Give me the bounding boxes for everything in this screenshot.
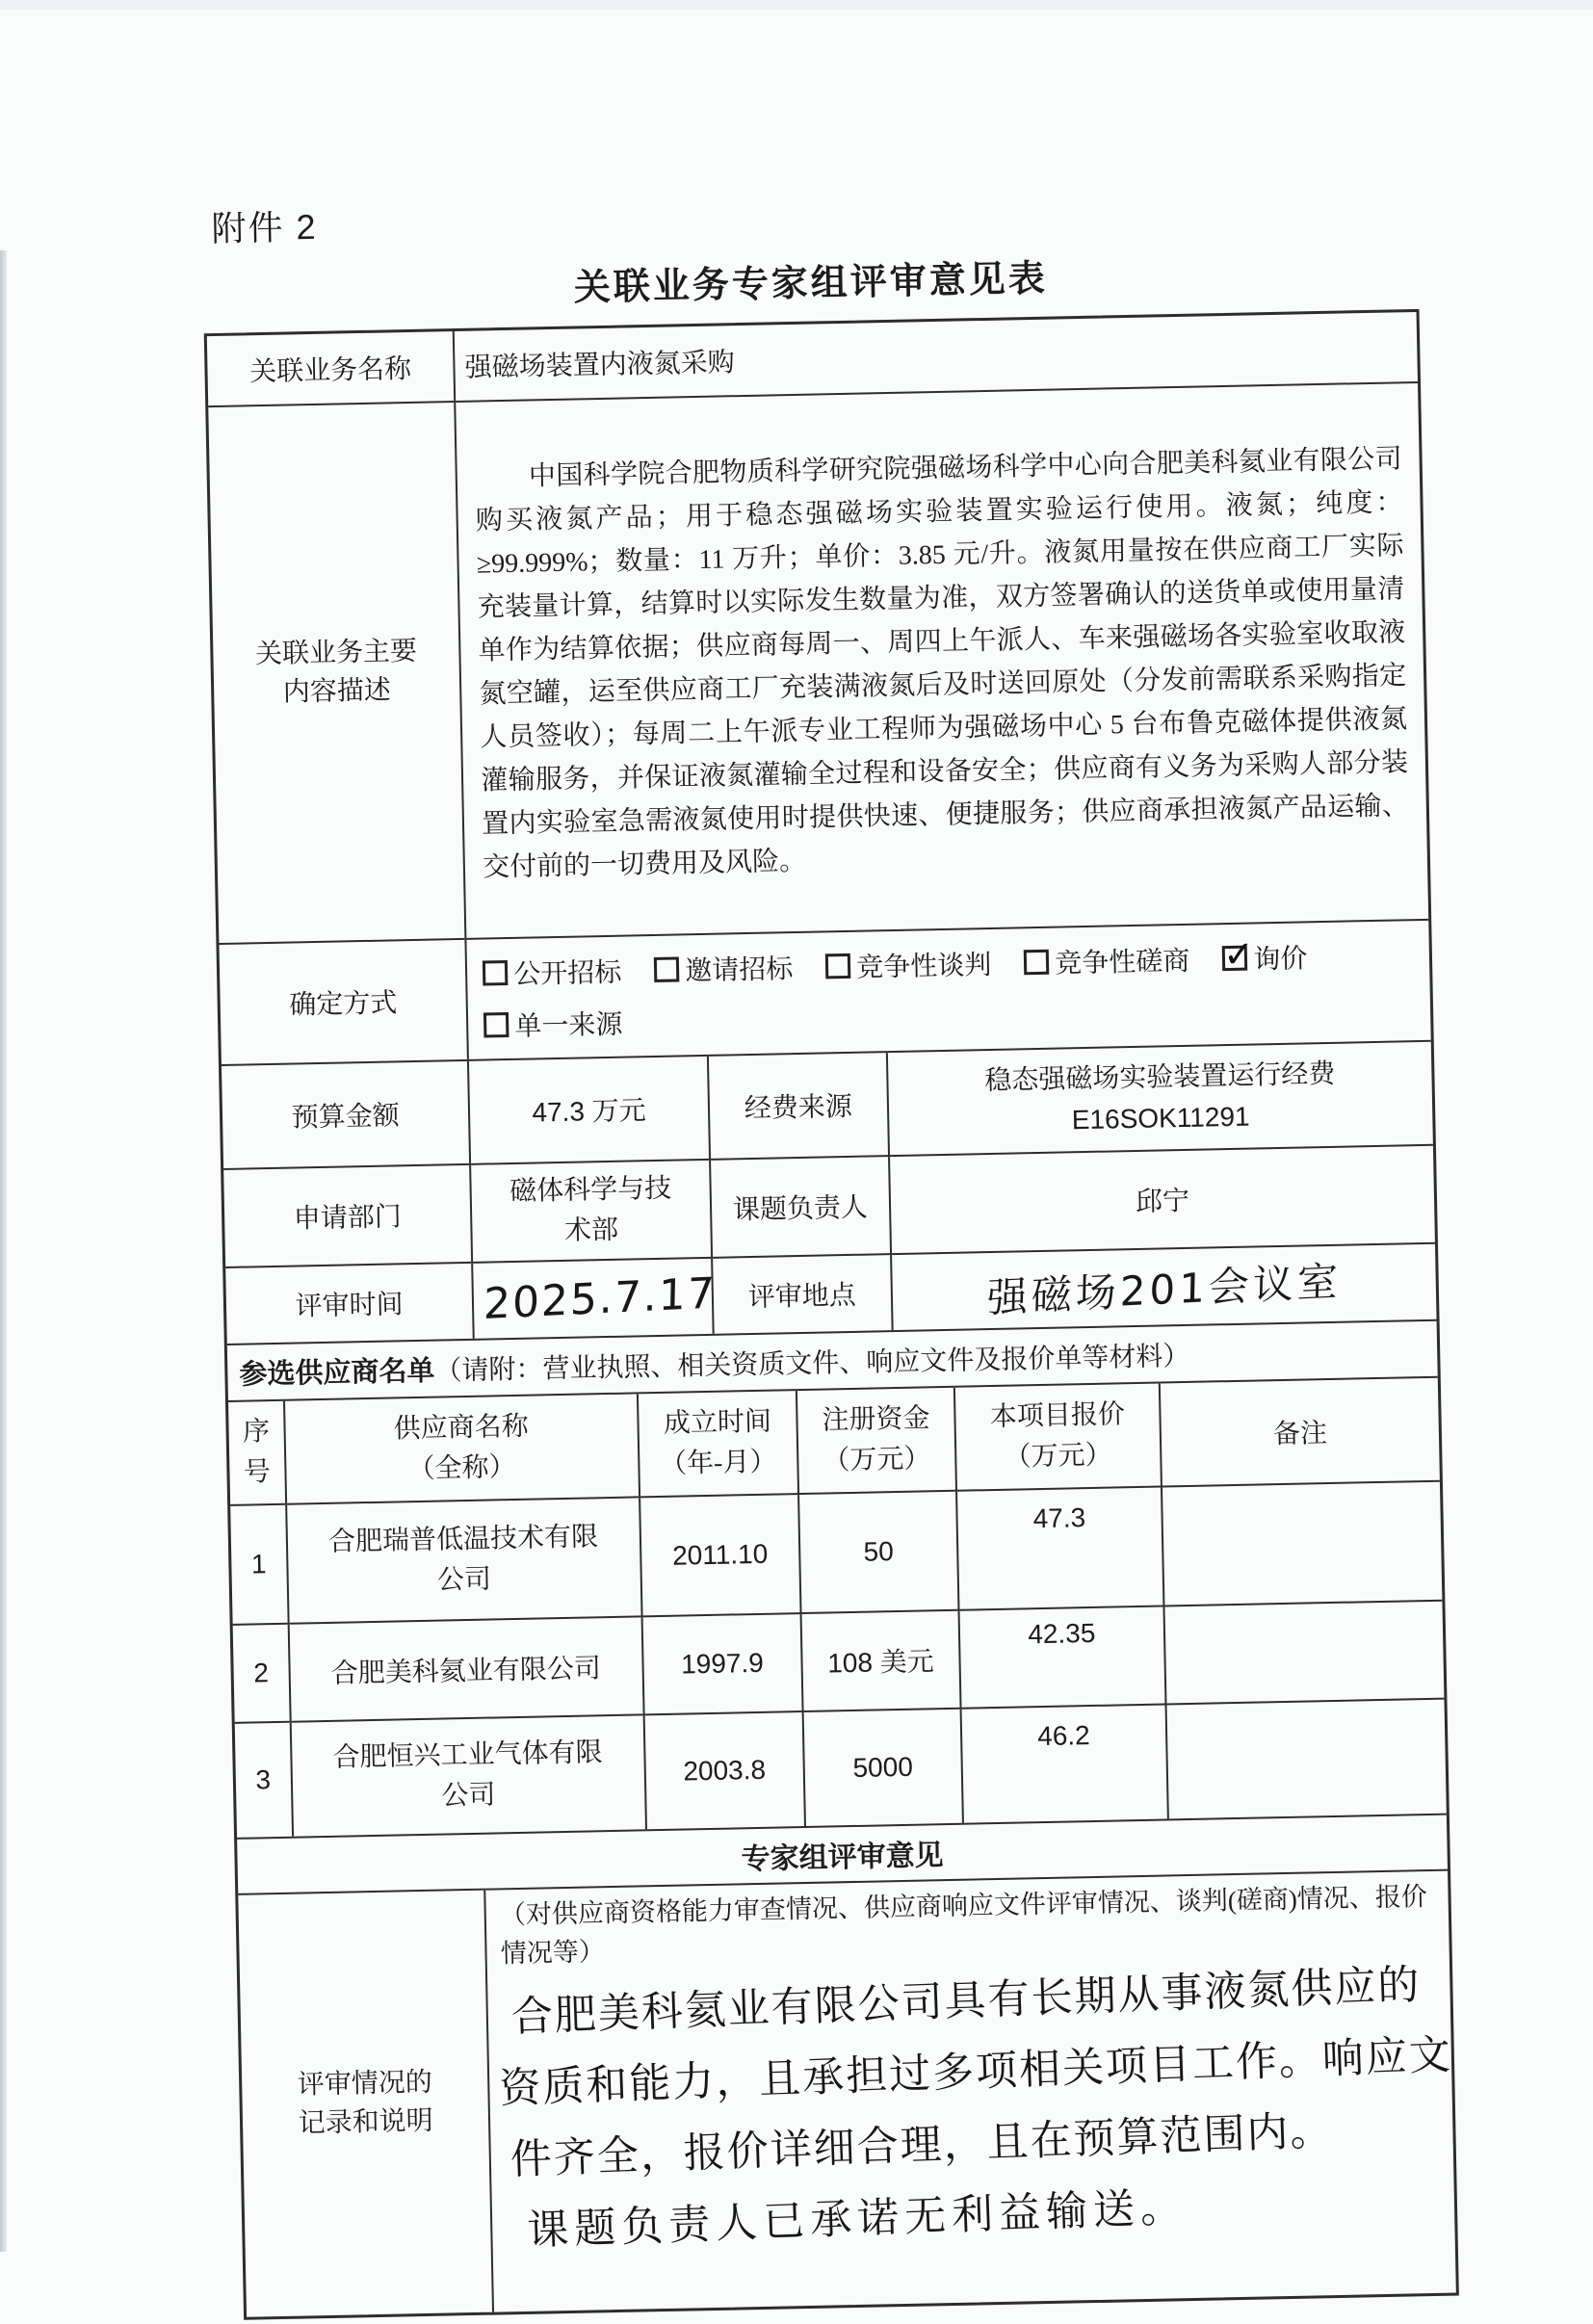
budget-value: 47.3 万元	[468, 1056, 710, 1164]
supplier-no: 3	[235, 1722, 293, 1838]
suppliers-section-note: （请附：营业执照、相关资质文件、响应文件及报价单等材料）	[434, 1341, 1190, 1387]
checkbox-label: 邀请招标	[685, 954, 794, 987]
col-header-no-line1: 序	[242, 1417, 271, 1448]
supplier-name: 合肥恒兴工业气体有限公司	[290, 1714, 645, 1836]
opinion-record-label-line1: 评审情况的	[297, 2067, 433, 2101]
supplier-quote: 47.3	[956, 1487, 1164, 1610]
col-header-name-line2: （全称）	[407, 1451, 516, 1485]
table-row	[219, 920, 1430, 1064]
col-header-quote-line2: （万元）	[1004, 1440, 1112, 1473]
col-header-quote	[953, 1383, 1162, 1491]
attachment-label: 附件 2	[211, 206, 318, 249]
supplier-no: 2	[233, 1624, 291, 1723]
leader-label: 课题负责人	[710, 1156, 891, 1258]
funding-value	[887, 1041, 1433, 1156]
checkbox-label: 公开招标	[513, 957, 622, 990]
checkbox-icon	[654, 956, 680, 982]
checkbox-label: 竞争性磋商	[1055, 946, 1190, 979]
checkbox-icon	[483, 960, 509, 986]
method-label: 确定方式	[219, 939, 468, 1064]
supplier-founded: 2011.10	[640, 1494, 801, 1616]
handwritten-review-place: 强磁场201会议室	[986, 1257, 1343, 1322]
method-options-cell	[466, 920, 1431, 1059]
leader-value: 邱宁	[889, 1145, 1435, 1254]
table-row	[238, 1870, 1456, 2317]
handwritten-line: 合肥美科氦业有限公司具有长期从事液氮供应的	[510, 1960, 1423, 2042]
checkbox-option-inquiry	[1222, 932, 1308, 978]
supplier-remark	[1164, 1601, 1445, 1705]
method-options-line1	[477, 932, 1420, 993]
supplier-remark	[1162, 1481, 1442, 1606]
col-header-founded-line2: （年-月）	[659, 1447, 777, 1479]
supplier-name: 合肥瑞普低温技术有限公司	[286, 1497, 641, 1623]
checkbox-option-public-bidding	[483, 952, 622, 993]
checkbox-label: 竞争性谈判	[856, 950, 992, 983]
review-time-label: 评审时间	[225, 1263, 474, 1344]
checkbox-icon	[1024, 950, 1050, 976]
checkbox-option-invited-bidding	[654, 948, 794, 989]
funding-value-line1: 稳态强磁场实验装置运行经费	[984, 1058, 1336, 1097]
col-header-capital-line2: （万元）	[822, 1444, 931, 1476]
supplier-capital: 5000	[803, 1709, 963, 1826]
suppliers-section-title: 参选供应商名单	[239, 1355, 435, 1391]
checkbox-option-competitive-negotiation	[825, 944, 992, 985]
handwritten-review-date: 2025.7.17	[483, 1267, 718, 1329]
supplier-quote: 42.35	[958, 1606, 1166, 1708]
col-header-name-line1: 供应商名称	[393, 1411, 530, 1445]
business-name-label: 关联业务名称	[248, 353, 412, 388]
opinion-record-label-line2: 记录和说明	[298, 2105, 433, 2139]
col-header-remark: 备注	[1160, 1377, 1440, 1487]
review-place-label: 评审地点	[712, 1254, 892, 1334]
supplier-name: 合肥美科氦业有限公司	[288, 1616, 643, 1721]
supplier-founded: 1997.9	[641, 1613, 803, 1714]
checkbox-option-single-source	[483, 1004, 623, 1045]
opinion-table	[238, 1869, 1456, 2317]
business-name-value: 强磁场装置内液氮采购	[454, 312, 1418, 402]
col-header-no-line2: 号	[243, 1457, 272, 1488]
review-place-value	[891, 1243, 1437, 1330]
check-mark-icon: ✓	[1222, 932, 1255, 977]
description-label-line2: 内容描述	[282, 675, 392, 708]
handwritten-line: 课题负责人已承诺无利益输送。	[526, 2182, 1189, 2256]
table-row	[208, 382, 1428, 944]
supplier-capital: 50	[798, 1491, 958, 1613]
description-value: 中国科学院合肥物质科学研究院强磁场科学中心向合肥美科氦业有限公司购买液氮产品；用于稳态强磁场实验装置实验运行使用。液氮；纯度：≥99.999%；数量：11 万升；单价：3.85 元/升。液氮用量按在供应商工厂实际充装量计算，结算时以实际发生数量为准，双方签署确认的送货单或使用量清单作为结算依据；供应商每周一、周四上午派人、车来强磁场各实验室收取液氮空罐，运至供应商工厂充装满液氮后及时送回原处（分发前需联系采购指定人员签收）；每周二上午派专业工程师为强磁场中心 5 台布鲁克磁体提供液氮灌输服务，并保证液氮灌输全过程和设备安全；供应商有义务为采购人部分装置内实验室急需液氮使用时提供快速、便捷服务；供应商承担液氮产品运输、交付前的一切费用及风险。	[475, 444, 1410, 883]
col-header-founded-line1: 成立时间	[663, 1406, 772, 1439]
budget-label: 预算金额	[222, 1060, 470, 1169]
col-header-capital-line1: 注册资金	[822, 1403, 930, 1436]
opinion-section-title: 专家组评审意见	[237, 1814, 1448, 1893]
supplier-no: 1	[230, 1504, 288, 1625]
checkbox-icon	[825, 953, 851, 979]
page-content	[201, 178, 1459, 2320]
checkbox-label: 询价	[1252, 944, 1308, 976]
department-value: 磁体科学与技术部	[470, 1160, 712, 1263]
handwritten-opinion	[497, 1956, 1453, 2260]
department-label: 申请部门	[223, 1164, 472, 1267]
checkbox-option-competitive-consultation	[1024, 940, 1190, 981]
handwritten-line: 资质和能力，且承担过多项相关项目工作。响应文	[498, 2030, 1453, 2114]
review-form	[204, 309, 1459, 2320]
description-cell	[455, 382, 1428, 939]
opinion-content-cell	[484, 1870, 1455, 2312]
col-header-founded	[637, 1390, 798, 1497]
opinion-hint: （对供应商资格能力审查情况、供应商响应文件评审情况、谈判(磋商)情况、报价情况等）	[499, 1882, 1428, 1969]
funding-value-line2: E16SOK11291	[1071, 1101, 1250, 1136]
supplier-remark	[1166, 1699, 1447, 1819]
description-label-line1: 关联业务主要	[254, 636, 418, 670]
col-header-name	[284, 1393, 640, 1503]
opinion-record-label	[238, 1890, 493, 2317]
method-options-line2	[478, 987, 1421, 1045]
page-title: 关联业务专家组评审意见表	[573, 258, 1049, 309]
col-header-quote-line1: 本项目报价	[989, 1399, 1126, 1433]
col-header-no	[228, 1400, 286, 1505]
supplier-capital: 108 美元	[801, 1610, 960, 1711]
review-time-value	[472, 1258, 718, 1339]
checkbox-icon	[1222, 932, 1255, 977]
checkbox-icon	[483, 1012, 509, 1038]
handwritten-line: 件齐全，报价详细合理，且在预算范围内。	[509, 2106, 1335, 2184]
col-header-capital	[796, 1387, 955, 1494]
suppliers-table	[228, 1376, 1447, 1838]
supplier-founded: 2003.8	[643, 1711, 805, 1829]
checkbox-label: 单一来源	[514, 1009, 623, 1042]
form-section-middle	[222, 1040, 1437, 1344]
description-label	[208, 402, 465, 944]
form-section-top	[207, 312, 1431, 1064]
supplier-quote: 46.2	[960, 1704, 1168, 1822]
funding-label: 经费来源	[708, 1052, 889, 1160]
